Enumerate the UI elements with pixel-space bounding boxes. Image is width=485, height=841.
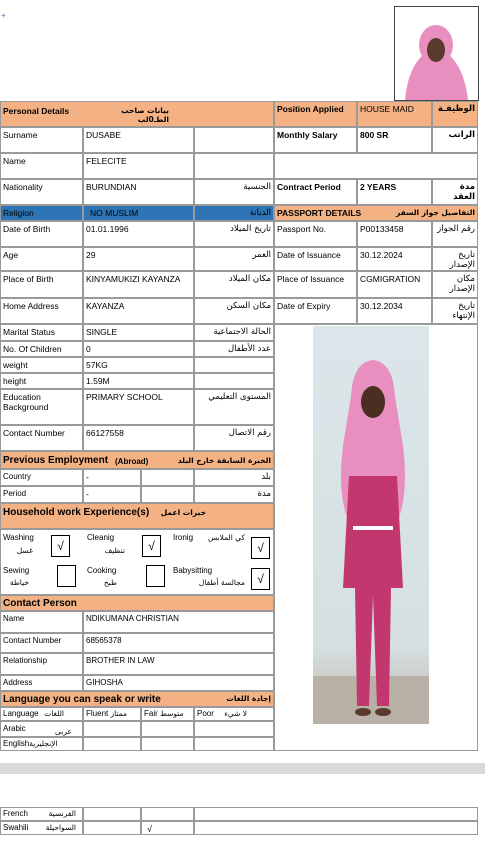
swahili-ar: السواحيلة: [45, 823, 76, 832]
household-title-ar: خبرات اعمل: [160, 508, 206, 517]
english-ar: الإنجليزية: [29, 739, 58, 748]
empty-cell: [274, 153, 478, 179]
full-body-photo: [313, 326, 429, 724]
issue-place-label: Place of Issuance: [274, 271, 357, 298]
children-value: 0: [83, 341, 194, 357]
english-poor: [194, 737, 274, 751]
contact-person-title: Contact Person: [0, 595, 274, 611]
height-ar: [194, 373, 274, 389]
fair-col-header: [141, 707, 194, 721]
arabic-fair: [141, 721, 194, 737]
surname-ar: [194, 127, 274, 153]
contact-phone-value: 68565378: [83, 633, 274, 653]
sewing-ar: خياطة: [9, 578, 29, 587]
country-empty: [141, 469, 194, 486]
passport-details-header: [274, 205, 478, 221]
arabic-label: Arabic: [3, 724, 26, 733]
birthplace-ar: مكان الميلاد: [194, 271, 274, 298]
address-label: Address: [0, 675, 83, 691]
language-title-ar: إجادة اللغات: [226, 694, 271, 703]
surname-label: Surname: [0, 127, 83, 153]
relationship-label: Relationship: [0, 653, 83, 675]
weight-ar: [194, 357, 274, 373]
cooking-label: Cooking: [87, 566, 117, 575]
birthplace-label: Place of Birth: [0, 271, 83, 298]
issue-date-value: 30.12.2024: [357, 247, 432, 271]
poor-label: Poor: [197, 709, 214, 718]
washing-ar: غسل: [16, 546, 33, 555]
babysitting-checkbox[interactable]: √: [251, 568, 270, 590]
french-fluent: [83, 807, 141, 821]
cleaning-label: Cleanig: [87, 533, 115, 542]
children-ar: عدد الأطفال: [194, 341, 274, 357]
contact-number-label: Contact Number: [0, 425, 83, 451]
english-label: English: [3, 739, 30, 748]
period-ar: مدة: [194, 486, 274, 503]
marital-label: Marital Status: [0, 324, 83, 341]
corner-mark: +: [1, 10, 6, 20]
language-header: [0, 691, 274, 707]
relationship-value: BROTHER IN LAW: [83, 653, 274, 675]
swahili-fluent: [83, 821, 141, 835]
personal-details-header: [0, 101, 274, 127]
english-row: [0, 737, 83, 751]
swahili-label: Swahili: [3, 823, 29, 832]
employment-title-suffix: (Abroad): [115, 457, 149, 466]
dob-label: Date of Birth: [0, 221, 83, 247]
contract-value: 2 YEARS: [357, 179, 432, 205]
passport-no-label: Passport No.: [274, 221, 357, 247]
children-label: No. Of Children: [0, 341, 83, 357]
address-value: GIHOSHA: [83, 675, 274, 691]
arabic-poor: [194, 721, 274, 737]
employment-title: Previous Employment: [3, 455, 109, 466]
salary-value: 800 SR: [357, 127, 432, 153]
contract-label-ar: مدة العقد: [432, 179, 478, 205]
cleaning-ar: تنظيف: [104, 546, 125, 555]
home-address-ar: مكان السكن: [194, 298, 274, 324]
cooking-ar: طبخ: [103, 578, 117, 587]
position-label-ar: الوظيفـة: [432, 101, 478, 127]
employment-header: [0, 451, 274, 469]
passport-photo: [394, 6, 479, 101]
fair-label-ar: متوسط: [160, 709, 184, 718]
country-value: -: [83, 469, 141, 486]
dob-value: 01.01.1996: [83, 221, 194, 247]
employment-title-ar: الخبرة السابقة خارج البلد: [177, 456, 271, 465]
home-address-value: KAYANZA: [83, 298, 194, 324]
contract-label: Contract Period: [274, 179, 357, 205]
passport-details-title-ar: التفاصيل جواز السفر: [396, 208, 475, 217]
education-value: PRIMARY SCHOOL: [83, 389, 194, 425]
washing-checkbox[interactable]: √: [51, 535, 70, 557]
washing-label: Washing: [3, 533, 34, 542]
height-label: height: [0, 373, 83, 389]
cleaning-checkbox[interactable]: √: [142, 535, 161, 557]
period-empty: [141, 486, 194, 503]
fluent-col-header: [83, 707, 141, 721]
issue-date-label: Date of Issuance: [274, 247, 357, 271]
contact-number-ar: رقم الاتصال: [194, 425, 274, 451]
nationality-label: Nationality: [0, 179, 83, 205]
contact-name-value: NDIKUMANA CHRISTIAN: [83, 611, 274, 633]
babysitting-ar: مجالسة أطفال: [198, 578, 245, 587]
french-row: [0, 807, 83, 821]
position-value: HOUSE MAID: [357, 101, 432, 127]
expiry-label: Date of Expiry: [274, 298, 357, 324]
name-ar: [194, 153, 274, 179]
issue-place-ar: مكان الإصدار: [432, 271, 478, 298]
nationality-ar: الجنسية: [194, 179, 274, 205]
language-col-label-ar: اللغات: [44, 709, 64, 718]
arabic-row: [0, 721, 83, 737]
salary-label-ar: الراتب: [432, 127, 478, 153]
fair-label: Fair: [144, 709, 158, 718]
poor-label-ar: لا شيء: [224, 709, 247, 718]
swahili-fair: √: [141, 821, 194, 835]
period-value: -: [83, 486, 141, 503]
passport-no-value: P00133458: [357, 221, 432, 247]
sewing-label: Sewing: [3, 566, 30, 575]
country-ar: بلد: [194, 469, 274, 486]
passport-no-ar: رقم الجواز: [432, 221, 478, 247]
weight-value: 57KG: [83, 357, 194, 373]
age-ar: العمر: [194, 247, 274, 271]
household-header: [0, 503, 274, 529]
sewing-checkbox[interactable]: [57, 565, 76, 587]
contact-name-label: Name: [0, 611, 83, 633]
expiry-value: 30.12.2034: [357, 298, 432, 324]
fluent-label-ar: ممتاز: [110, 709, 127, 718]
issue-place-value: CGMIGRATION: [357, 271, 432, 298]
babysitting-label: Babysitting: [173, 566, 213, 575]
expiry-ar: تاريخ الإنتهاء: [432, 298, 478, 324]
personal-details-title: Personal Details: [3, 106, 70, 116]
position-label: Position Applied: [274, 101, 357, 127]
contact-phone-label: Contact Number: [0, 633, 83, 653]
fluent-label: Fluent: [86, 709, 109, 718]
country-label: Country: [0, 469, 83, 486]
name-label: Name: [0, 153, 83, 179]
french-label: French: [3, 809, 28, 818]
page-separator: [0, 763, 485, 774]
language-title: Language you can speak or write: [3, 694, 161, 705]
surname-value: DUSABE: [83, 127, 194, 153]
cooking-checkbox[interactable]: [146, 565, 165, 587]
height-value: 1.59M: [83, 373, 194, 389]
household-grid: [0, 529, 274, 595]
swahili-row: [0, 821, 83, 835]
religion-ar: الديانة: [194, 205, 274, 221]
weight-label: weight: [0, 357, 83, 373]
salary-label: Monthly Salary: [274, 127, 357, 153]
period-label: Period: [0, 486, 83, 503]
english-fair: [141, 737, 194, 751]
dob-ar: تاريخ الميلاد: [194, 221, 274, 247]
education-label: Education Background: [0, 389, 83, 425]
religion-label: Religion: [0, 205, 83, 221]
language-col-label: Language: [3, 709, 39, 718]
education-ar: المستوى التعليمي: [194, 389, 274, 425]
religion-value: NO MUSLIM: [83, 205, 194, 221]
birthplace-value: KINYAMUKIZI KAYANZA: [83, 271, 194, 298]
passport-details-title: PASSPORT DETAILS: [277, 208, 362, 218]
language-col-header: [0, 707, 83, 721]
name-value: FELECITE: [83, 153, 194, 179]
age-value: 29: [83, 247, 194, 271]
issue-date-ar: تاريخ الإصدار: [432, 247, 478, 271]
ironing-checkbox[interactable]: √: [251, 537, 270, 559]
arabic-fluent: [83, 721, 141, 737]
home-address-label: Home Address: [0, 298, 83, 324]
personal-details-title-ar: بيانات صاحب الطـ0لب: [121, 106, 169, 124]
swahili-poor: [194, 821, 478, 835]
ironing-ar: كي الملابس: [207, 533, 245, 542]
nationality-value: BURUNDIAN: [83, 179, 194, 205]
french-ar: الفرنسية: [48, 809, 76, 818]
arabic-ar: عربى: [55, 727, 72, 736]
ironing-label: Ironig: [173, 533, 194, 542]
age-label: Age: [0, 247, 83, 271]
french-fair: [141, 807, 194, 821]
french-poor: [194, 807, 478, 821]
household-title: Household work Experience(s): [3, 507, 150, 518]
contact-number-value: 66127558: [83, 425, 194, 451]
english-fluent: [83, 737, 141, 751]
poor-col-header: [194, 707, 274, 721]
marital-ar: الحالة الاجتماعية: [194, 324, 274, 341]
marital-value: SINGLE: [83, 324, 194, 341]
